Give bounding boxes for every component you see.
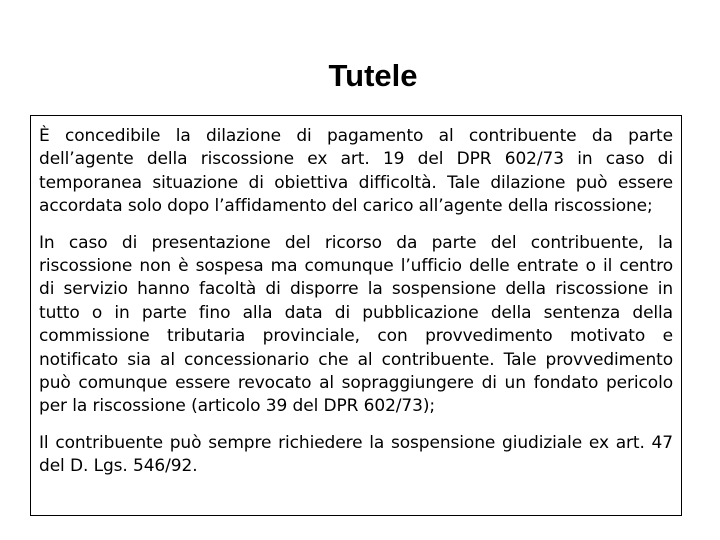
content-text-box [30, 115, 682, 516]
slide-title: Tutele [328, 58, 418, 93]
paragraph-dilazione: È concedibile la dilazione di pagamento al contribuente da parte dell’agente della riscossione ex art. 19 del DPR 602/73 in caso di temporanea situazione di obiettiva difficoltà. Tale dilazione può essere accordata solo dopo l’affidamento del carico all’agente della riscossione; [39, 126, 673, 217]
paragraph-sospensione-giudiziale: Il contribuente può sempre richiedere la sospensione giudiziale ex art. 47 del D. Lgs. 546/92. [39, 432, 673, 477]
paragraph-sospensione-riscossione: In caso di presentazione del ricorso da parte del contribuente, la riscossione non è sospesa ma comunque l’ufficio delle entrate o il centro di servizio hanno facoltà di disporre la sospensione della riscossione in tutto o in parte fino alla data di pubblicazione della sentenza della commissione tributaria provinciale, con provvedimento motivato e notificato sia al concessionario che al contribuente. Tale provvedimento può comunque essere revocato al sopraggiungere di un fondato pericolo per la riscossione (articolo 39 del DPR 602/73); [39, 232, 673, 417]
